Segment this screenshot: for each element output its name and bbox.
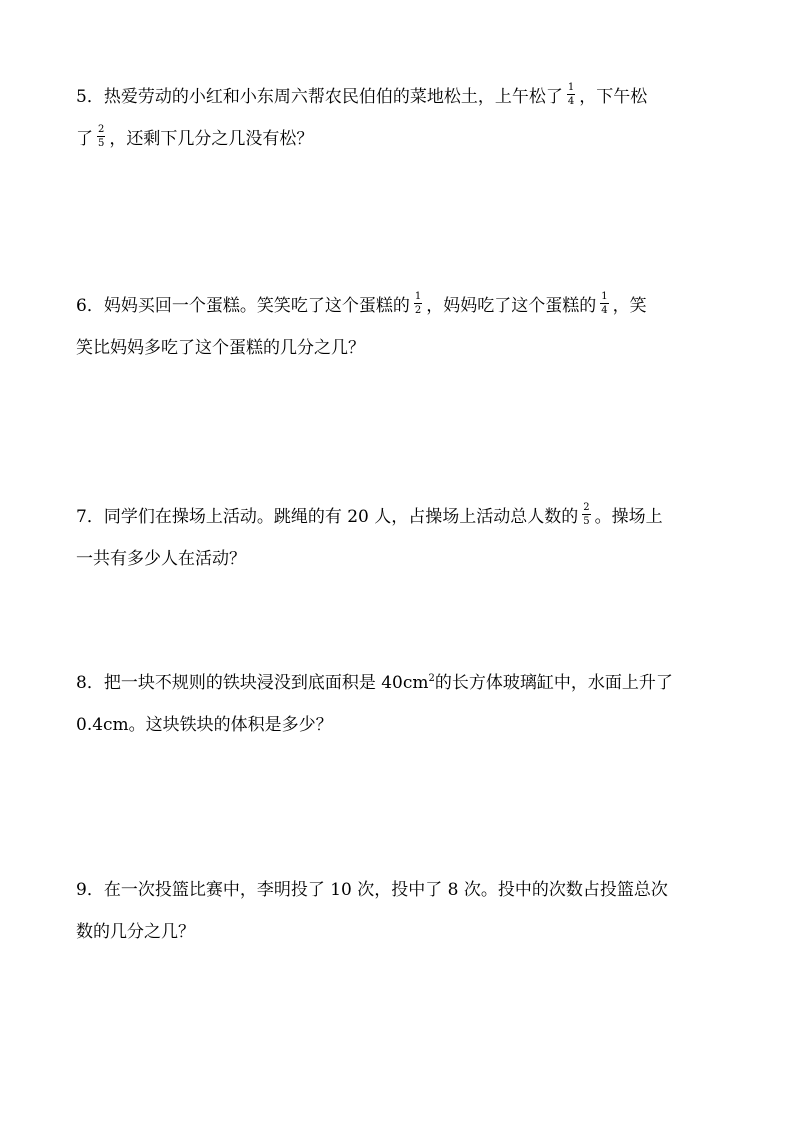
fraction-numerator: 2 xyxy=(98,124,105,135)
fraction-numerator: 1 xyxy=(601,291,608,302)
fraction xyxy=(600,291,608,316)
question-7-line-2: 一共有多少人在活动？ xyxy=(76,549,246,569)
fraction-numerator: 2 xyxy=(583,502,590,513)
fraction-denominator: 4 xyxy=(567,96,575,107)
fraction-denominator: 5 xyxy=(583,516,590,527)
question-8-line-1 xyxy=(76,662,718,704)
question-6-line-2: 笑比妈妈多吃了这个蛋糕的几分之几？ xyxy=(76,338,365,358)
question-text: 同学们在操场上活动。跳绳的有 20 人，占操场上活动总人数的 xyxy=(103,507,579,527)
fraction xyxy=(582,502,590,527)
question-7 xyxy=(76,496,718,580)
question-7-line-1 xyxy=(76,496,718,538)
fraction-numerator: 1 xyxy=(414,291,422,302)
question-text: ，妈妈吃了这个蛋糕的 xyxy=(426,296,597,316)
question-text: 了 xyxy=(76,129,93,149)
fraction-numerator: 1 xyxy=(567,82,575,93)
question-text: ，下午松 xyxy=(579,87,648,107)
question-8-line-2: 0.4cm。这块铁块的体积是多少？ xyxy=(76,715,333,735)
question-9-line-1 xyxy=(76,869,718,911)
question-number: 5． xyxy=(76,87,104,107)
question-text: ，笑 xyxy=(612,296,647,316)
superscript: 2 xyxy=(428,673,435,684)
fraction-denominator: 4 xyxy=(601,305,608,316)
question-5 xyxy=(76,76,718,160)
question-6-line-1 xyxy=(76,285,718,327)
question-text: ，还剩下几分之几没有松？ xyxy=(109,129,314,149)
question-8 xyxy=(76,662,718,746)
question-text: 把一块不规则的铁块浸没到底面积是 40cm xyxy=(103,673,429,693)
question-5-line-2 xyxy=(76,118,718,160)
question-text: 妈妈买回一个蛋糕。笑笑吃了这个蛋糕的 xyxy=(103,296,410,316)
fraction xyxy=(567,82,575,107)
question-text: 在一次投篮比赛中，李明投了 10 次，投中了 8 次。投中的次数占投篮总次 xyxy=(103,880,668,900)
question-text: 的长方体玻璃缸中，水面上升了 xyxy=(434,673,673,693)
question-number: 6． xyxy=(76,296,104,316)
fraction xyxy=(414,291,422,316)
question-number: 7． xyxy=(76,507,104,527)
question-9-line-2: 数的几分之几？ xyxy=(76,922,195,942)
question-number: 9． xyxy=(76,880,104,900)
question-text: 热爱劳动的小红和小东周六帮农民伯伯的菜地松土，上午松了 xyxy=(103,87,563,107)
fraction-denominator: 5 xyxy=(98,138,105,149)
question-9 xyxy=(76,869,718,953)
question-text: 。操场上 xyxy=(594,507,663,527)
fraction xyxy=(97,124,105,149)
question-6 xyxy=(76,285,718,369)
question-5-line-1 xyxy=(76,76,718,118)
fraction-denominator: 2 xyxy=(414,305,422,316)
question-number: 8． xyxy=(76,673,104,693)
